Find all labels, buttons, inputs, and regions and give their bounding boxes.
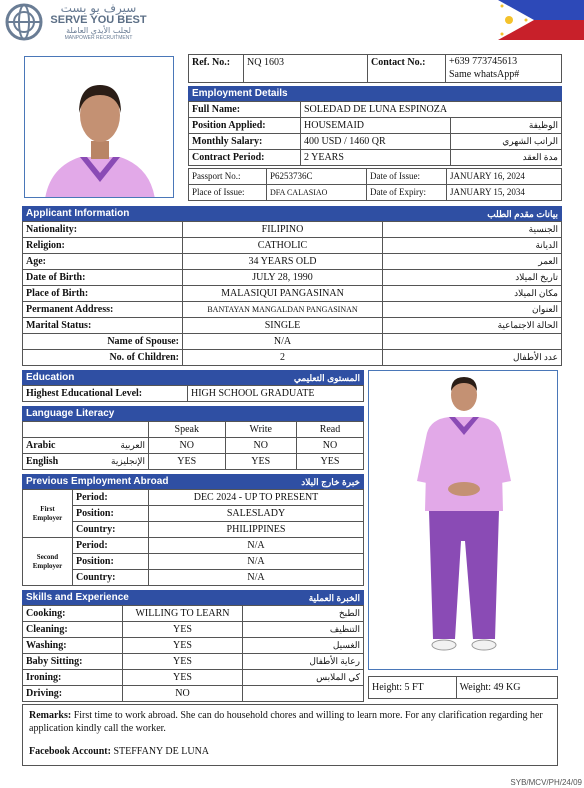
employment-title: Employment Details (192, 87, 288, 99)
address-arabic: العنوان (383, 302, 562, 318)
skills-title-arabic: الخبرة العملية (308, 592, 360, 603)
cooking-value: WILLING TO LEARN (123, 606, 243, 622)
place-issue-label: Place of Issue: (189, 185, 267, 201)
lang-arabic-label: Arabic (26, 440, 56, 451)
english-speak: YES (149, 454, 226, 470)
address-label: Permanent Address: (23, 302, 183, 318)
religion-label: Religion: (23, 238, 183, 254)
washing-value: YES (123, 638, 243, 654)
globe-icon (4, 2, 44, 42)
ironing-arabic: كي الملابس (243, 670, 364, 686)
children-label: No. of Children: (23, 350, 183, 366)
salary-arabic: الراتب الشهري (451, 134, 562, 150)
previous-employment (22, 474, 364, 586)
ref-value: NQ 1603 (244, 55, 368, 83)
skills-section (22, 590, 364, 702)
english-write: YES (225, 454, 296, 470)
contact-note: Same whatsApp# (449, 69, 520, 80)
ref-label: Ref. No.: (189, 55, 244, 83)
marital-value: SINGLE (183, 318, 383, 334)
lang-arabic-ar: العربية (120, 440, 145, 450)
issue-date-label: Date of Issue: (367, 169, 447, 185)
second-period-label: Period: (73, 538, 149, 554)
skills-header (22, 590, 364, 605)
pob-label: Place of Birth: (23, 286, 183, 302)
dob-value: JULY 28, 1990 (183, 270, 383, 286)
salary-label: Monthly Salary: (189, 134, 301, 150)
body-measurements (368, 676, 558, 699)
language-header (22, 406, 364, 421)
skills-title: Skills and Experience (26, 591, 129, 603)
company-logo (4, 2, 154, 44)
facebook-value: STEFFANY DE LUNA (113, 746, 210, 757)
babysitting-arabic: رعاية الأطفال (243, 654, 364, 670)
applicant-info (22, 206, 562, 366)
driving-arabic-empty (243, 686, 364, 702)
first-country-label: Country: (73, 522, 149, 538)
pob-arabic: مكان الميلاد (383, 286, 562, 302)
passport-label: Passport No.: (189, 169, 267, 185)
marital-label: Marital Status: (23, 318, 183, 334)
children-arabic: عدد الأطفال (383, 350, 562, 366)
age-label: Age: (23, 254, 183, 270)
language-corner (23, 422, 149, 438)
dob-arabic: تاريخ الميلاد (383, 270, 562, 286)
religion-value: CATHOLIC (183, 238, 383, 254)
footer-code: SYB/MCV/PH/24/09 (510, 778, 582, 787)
position-arabic: الوظيفة (451, 118, 562, 134)
col-read: Read (296, 422, 363, 438)
lang-english-cell (23, 454, 149, 470)
applicant-title-arabic: بيانات مقدم الطلب (487, 208, 558, 219)
col-write: Write (225, 422, 296, 438)
passport-value: P6253736C (267, 169, 367, 185)
cleaning-value: YES (123, 622, 243, 638)
ref-contact-block (188, 54, 562, 83)
cooking-arabic: الطبخ (243, 606, 364, 622)
washing-arabic: الغسيل (243, 638, 364, 654)
lang-english-ar: الإنجليزية (111, 456, 145, 466)
driving-label: Driving: (23, 686, 123, 702)
education-header (22, 370, 364, 385)
english-read: YES (296, 454, 363, 470)
full-body-figure (369, 371, 558, 670)
arabic-write: NO (225, 438, 296, 454)
contract-arabic: مدة العقد (451, 150, 562, 166)
contact-value-cell (446, 55, 562, 83)
lang-arabic-cell (23, 438, 149, 454)
logo-name: SERVE YOU BEST (50, 14, 147, 26)
salary-value: 400 USD / 1460 QR (301, 134, 451, 150)
first-period-label: Period: (73, 490, 149, 506)
expiry-label: Date of Expiry: (367, 185, 447, 201)
first-position-label: Position: (73, 506, 149, 522)
second-employer-label: Second Employer (23, 538, 73, 586)
babysitting-label: Baby Sitting: (23, 654, 123, 670)
second-position-value: N/A (149, 554, 364, 570)
driving-value: NO (123, 686, 243, 702)
cooking-label: Cooking: (23, 606, 123, 622)
remarks-box (22, 704, 558, 766)
previous-title-arabic: خبرة خارج البلاد (301, 476, 360, 487)
col-speak: Speak (149, 422, 226, 438)
second-position-label: Position: (73, 554, 149, 570)
remarks-line (29, 709, 551, 735)
facebook-label: Facebook Account: (29, 746, 111, 757)
contact-label: Contact No.: (368, 55, 446, 83)
pob-value: MALASIQUI PANGASINAN (183, 286, 383, 302)
remarks-label: Remarks: (29, 710, 72, 721)
ironing-label: Ironing: (23, 670, 123, 686)
applicant-header (22, 206, 562, 221)
spouse-arabic-empty (383, 334, 562, 350)
first-country-value: PHILIPPINES (149, 522, 364, 538)
language-section (22, 406, 364, 470)
full-name-value: SOLEDAD DE LUNA ESPINOZA (301, 102, 562, 118)
issue-date-value: JANUARY 16, 2024 (447, 169, 562, 185)
facebook-line (29, 745, 551, 758)
contract-value: 2 YEARS (301, 150, 451, 166)
lang-english-label: English (26, 456, 59, 467)
cleaning-arabic: التنظيف (243, 622, 364, 638)
washing-label: Washing: (23, 638, 123, 654)
cleaning-label: Cleaning: (23, 622, 123, 638)
previous-header (22, 474, 364, 489)
dob-label: Date of Birth: (23, 270, 183, 286)
arabic-speak: NO (149, 438, 226, 454)
full-name-label: Full Name: (189, 102, 301, 118)
height-value: Height: 5 FT (369, 677, 457, 699)
portrait-figure (25, 57, 174, 198)
spouse-value: N/A (183, 334, 383, 350)
employment-header (188, 86, 562, 101)
arabic-read: NO (296, 438, 363, 454)
applicant-title: Applicant Information (26, 207, 130, 219)
employment-details (188, 86, 562, 201)
age-value: 34 YEARS OLD (183, 254, 383, 270)
education-section (22, 370, 364, 402)
first-position-value: SALESLADY (149, 506, 364, 522)
nationality-value: FILIPINO (183, 222, 383, 238)
first-period-value: DEC 2024 - UP TO PRESENT (149, 490, 364, 506)
children-value: 2 (183, 350, 383, 366)
remarks-text: First time to work abroad. She can do household chores and willing to learn more. For any clarification regarding her application kindly call the worker. (29, 710, 543, 734)
philippine-flag-icon (498, 0, 584, 40)
previous-title: Previous Employment Abroad (26, 475, 169, 487)
position-value: HOUSEMAID (301, 118, 451, 134)
position-label: Position Applied: (189, 118, 301, 134)
expiry-value: JANUARY 15, 2034 (447, 185, 562, 201)
education-label: Highest Educational Level: (23, 386, 188, 402)
marital-arabic: الحالة الاجتماعية (383, 318, 562, 334)
nationality-label: Nationality: (23, 222, 183, 238)
ironing-value: YES (123, 670, 243, 686)
logo-arabic: سيرف يو بست (60, 1, 137, 15)
education-title-arabic: المستوى التعليمي (293, 372, 360, 383)
second-period-value: N/A (149, 538, 364, 554)
full-body-photo (368, 370, 558, 670)
weight-value: Weight: 49 KG (456, 677, 557, 699)
place-issue-value: DFA CALASIAO (267, 185, 367, 201)
second-country-label: Country: (73, 570, 149, 586)
religion-arabic: الديانة (383, 238, 562, 254)
contract-label: Contract Period: (189, 150, 301, 166)
babysitting-value: YES (123, 654, 243, 670)
spouse-label: Name of Spouse: (23, 334, 183, 350)
second-country-value: N/A (149, 570, 364, 586)
nationality-arabic: الجنسية (383, 222, 562, 238)
logo-arabic-sub: لجلب الأيدي العاملة (66, 26, 131, 35)
logo-tagline: MANPOWER RECRUITMENT (64, 35, 133, 41)
portrait-photo (24, 56, 174, 198)
education-value: HIGH SCHOOL GRADUATE (188, 386, 364, 402)
education-title: Education (26, 371, 75, 383)
age-arabic: العمر (383, 254, 562, 270)
language-title: Language Literacy (26, 407, 115, 419)
address-value: BANTAYAN MANGALDAN PANGASINAN (183, 302, 383, 318)
contact-number: +639 773745613 (449, 56, 518, 67)
first-employer-label: First Employer (23, 490, 73, 538)
